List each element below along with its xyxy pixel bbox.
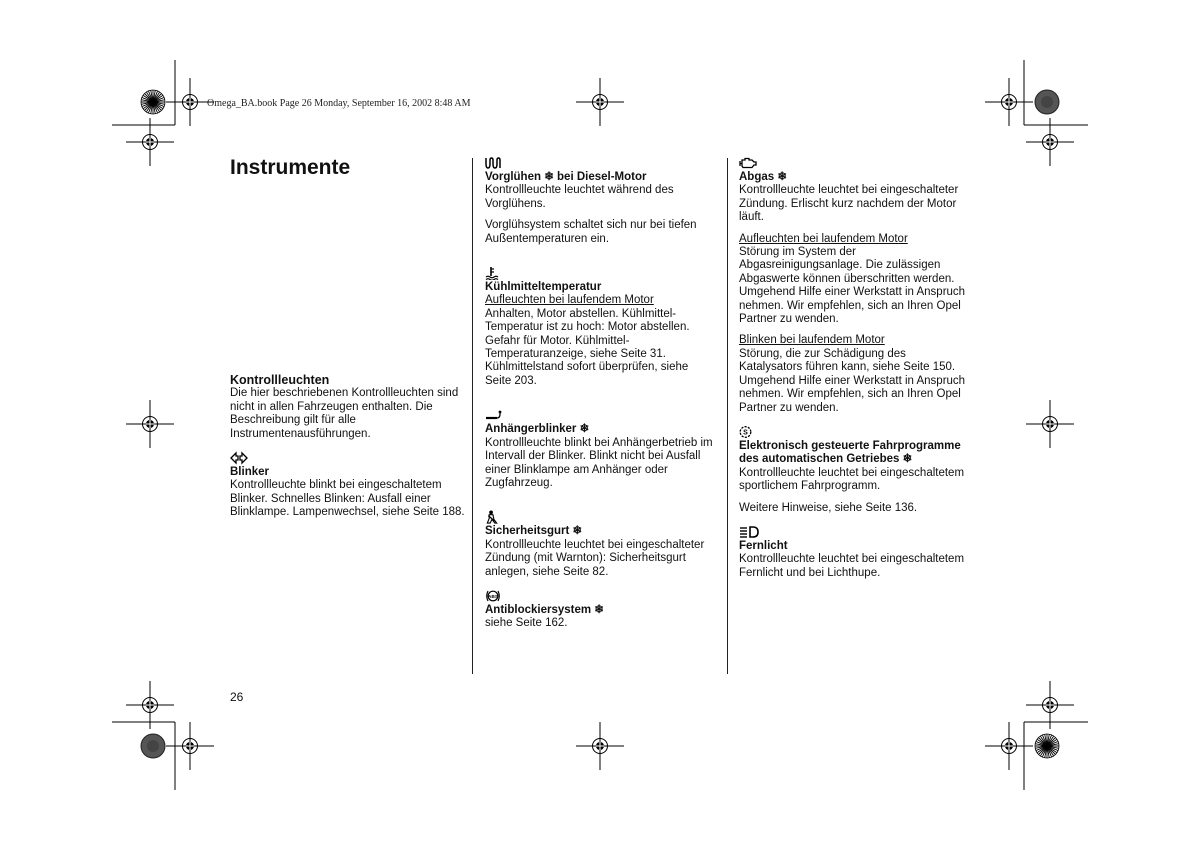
- column-left: [230, 374, 466, 520]
- abgas-text: Kontrollleuchte leuchtet bei eingeschalteter Zündung. Erlischt kurz nachdem der Motor läuft.: [739, 184, 959, 224]
- coolant-temperature-icon: [485, 266, 499, 280]
- blinker-text: Kontrollleuchte blinkt bei eingeschaltetem Blinker. Schnelles Blinken: Ausfall einer Blinklampe. Lampenwechsel, siehe Seite 188.: [230, 479, 465, 519]
- section-intro-text: Die hier beschriebenen Kontrollleuchten sind nicht in allen Fahrzeugen enthalten. Die Beschreibung gilt für alle Instrumentenausführungen.: [230, 387, 459, 440]
- fernlicht-title: Fernlicht: [739, 539, 788, 552]
- column-divider-left: [472, 158, 473, 674]
- vorgluehen-title: Vorglühen ❄ bei Diesel-Motor: [485, 171, 647, 183]
- getriebe-text-1: Kontrollleuchte leuchtet bei eingeschaltetem sportlichem Fahrprogramm.: [739, 466, 965, 493]
- column-middle: [485, 156, 717, 631]
- trailer-indicator-icon: [485, 408, 503, 422]
- seat-belt-icon: [485, 510, 499, 524]
- kuehlmittel-subheading: Aufleuchten bei laufendem Motor: [485, 294, 654, 307]
- vorgluehen-text-2: Vorglühsystem schaltet sich nur bei tiefen Außentemperaturen ein.: [485, 219, 697, 245]
- high-beam-icon: [739, 525, 759, 539]
- kuehlmittel-title: Kühlmitteltemperatur: [485, 281, 602, 294]
- abgas-text-1: Störung im System der Abgasreinigungsanlage. Die zulässigen Abgaswerte können überschritten werden. Umgehend Hilfe einer Werkstatt in Anspruch nehmen. Wir empfehlen, sich an Ihren Opel Partner zu wenden.: [739, 246, 966, 326]
- abs-text: siehe Seite 162.: [485, 617, 568, 630]
- svg-text:ABS: ABS: [487, 594, 499, 600]
- engine-exhaust-icon: [739, 156, 757, 170]
- anhaenger-text: Kontrollleuchte blinkt bei Anhängerbetrieb im Intervall der Blinker. Blinkt nicht bei Ausfall einer Blinklampe am Anhänger oder Zugfahrzeug.: [485, 436, 713, 489]
- section-heading-kontrollleuchten: Kontrollleuchten: [230, 373, 330, 387]
- gurt-text: Kontrollleuchte leuchtet bei eingeschalteter Zündung (mit Warnton): Sicherheitsgurt anlegen, siehe Seite 82.: [485, 538, 705, 578]
- column-divider-right: [727, 158, 728, 674]
- blinker-title: Blinker: [230, 466, 269, 479]
- kuehlmittel-text: Anhalten, Motor abstellen. Kühlmittel-Temperatur ist zu hoch: Motor abstellen. Gefahr für Motor. Kühlmittel-Temperaturanzeige, siehe Seite 31. Kühlmittelstand sofort überprüfen, siehe Seite 203.: [485, 307, 690, 387]
- print-header: Omega_BA.book Page 26 Monday, September 16, 2002 8:48 AM: [207, 98, 471, 109]
- abgas-subheading-1: Aufleuchten bei laufendem Motor: [739, 232, 908, 245]
- svg-text:S: S: [743, 429, 748, 437]
- abgas-subheading-2: Blinken bei laufendem Motor: [739, 334, 885, 347]
- abgas-text-2: Störung, die zur Schädigung des Katalysators führen kann, siehe Seite 150. Umgehend Hilfe einer Werkstatt in Anspruch nehmen. Wir empfehlen, sich an Ihren Opel Partner zu wenden.: [739, 347, 966, 414]
- column-right: [739, 156, 971, 580]
- fernlicht-text: Kontrollleuchte leuchtet bei eingeschaltetem Fernlicht und bei Lichthupe.: [739, 553, 965, 579]
- getriebe-text-2: Weitere Hinweise, siehe Seite 136.: [739, 501, 918, 514]
- abs-icon: [485, 589, 501, 603]
- gurt-title: Sicherheitsgurt ❄: [485, 525, 583, 538]
- glow-plug-icon: [485, 156, 501, 170]
- abgas-title: Abgas ❄: [739, 171, 787, 183]
- page-number: 26: [230, 690, 244, 704]
- sport-mode-icon: [739, 425, 752, 439]
- turn-signal-arrows-icon: [230, 451, 248, 465]
- getriebe-title: Elektronisch gesteuerte Fahrprogramme des automatischen Getriebes ❄: [739, 439, 961, 466]
- anhaenger-title: Anhängerblinker ❄: [485, 423, 590, 436]
- vorgluehen-text-1: Kontrollleuchte leuchtet während des Vorglühens.: [485, 184, 674, 210]
- abs-title: Antiblockiersystem ❄: [485, 603, 604, 616]
- page-title: Instrumente: [230, 156, 351, 179]
